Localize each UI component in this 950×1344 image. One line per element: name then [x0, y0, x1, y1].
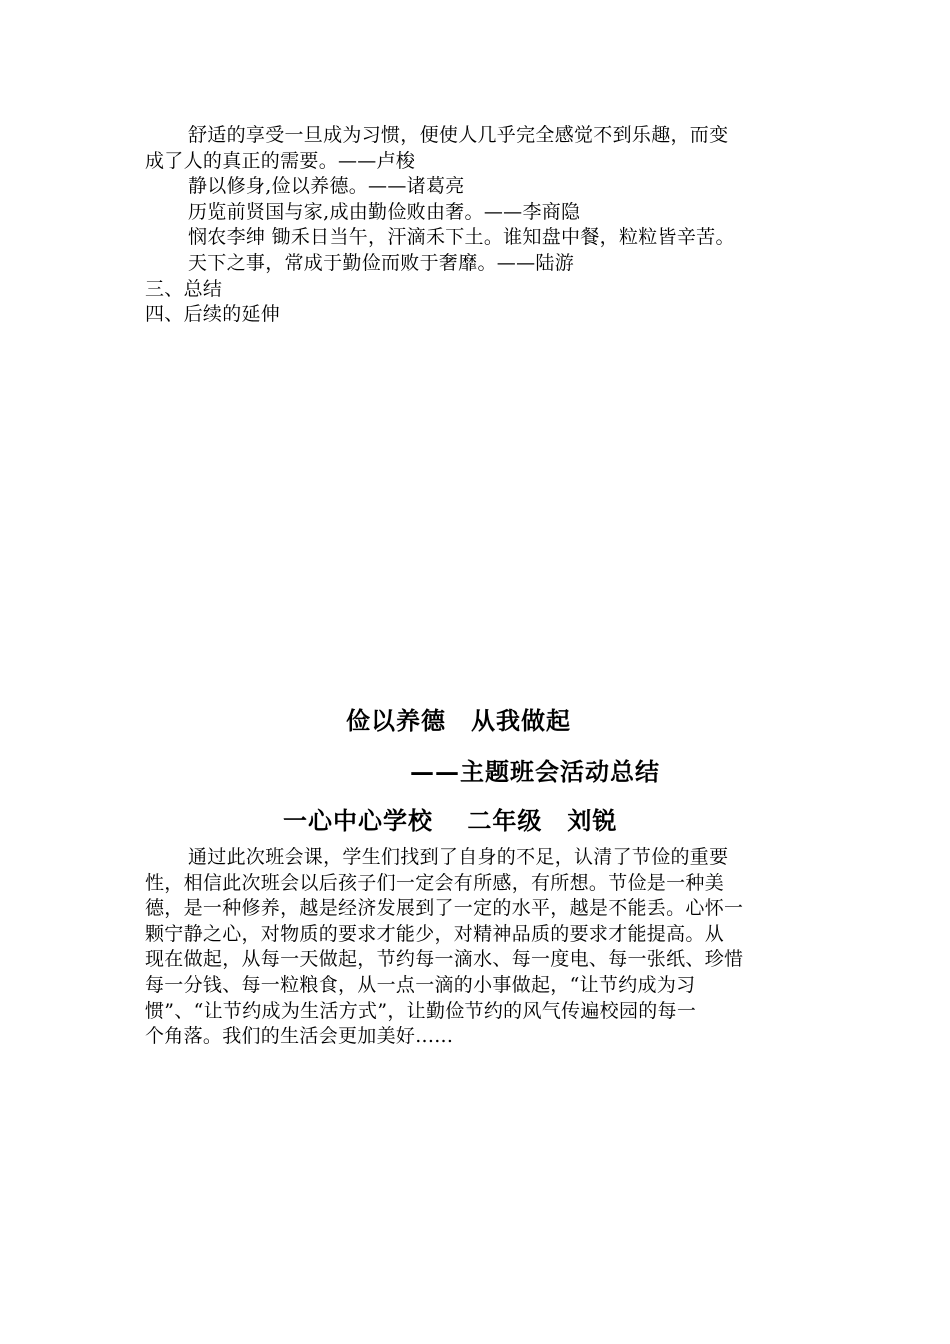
summary-paragraph: [145, 845, 810, 1050]
quote-lusuo-line-2: 成了人的真正的需要。——卢梭: [145, 149, 416, 172]
quote-luyou: 天下之事，常成于勤俭而败于奢靡。——陆游: [188, 251, 575, 274]
paragraph-line: 每一分钱、每一粒粮食，从一点一滴的小事做起，“让节约成为习: [145, 973, 696, 996]
section-heading-summary: 三、总结: [145, 277, 223, 300]
author-line: 一心中心学校 二年级 刘锐: [283, 806, 618, 835]
paragraph-line: 性，相信此次班会以后孩子们一定会有所感，有所想。节俭是一种美: [145, 871, 725, 894]
paragraph-line: 个角落。我们的生活会更加美好......: [145, 1025, 454, 1048]
paragraph-line: 现在做起，从每一天做起，节约每一滴水、每一度电、每一张纸、珍惜: [145, 948, 744, 971]
paragraph-line: 通过此次班会课，学生们找到了自身的不足，认清了节俭的重要: [188, 846, 729, 868]
paragraph-line: 惯”、“让节约成为生活方式”，让勤俭节约的风气传遍校园的每一: [145, 999, 697, 1022]
quote-lishangyin: 历览前贤国与家,成由勤俭败由奢。——李商隐: [188, 200, 581, 223]
quotes-section: [145, 123, 810, 328]
paragraph-line: 颗宁静之心，对物质的要求才能少，对精神品质的要求才能提高。从: [145, 922, 725, 945]
summary-subtitle: ——主题班会活动总结: [410, 757, 660, 786]
section-heading-extension: 四、后续的延伸: [145, 303, 281, 326]
quote-zhugeliang: 静以修身,俭以养德。——诸葛亮: [188, 175, 465, 198]
summary-title: 俭以养德 从我做起: [346, 706, 571, 735]
paragraph-line: 德，是一种修养，越是经济发展到了一定的水平，越是不能丢。心怀一: [145, 897, 744, 920]
quote-lusuo-line-1: 舒适的享受一旦成为习惯，便使人几乎完全感觉不到乐趣，而变: [188, 124, 729, 146]
quote-minnong: 悯农李绅 锄禾日当午，汗滴禾下土。谁知盘中餐，粒粒皆辛苦。: [188, 226, 735, 249]
